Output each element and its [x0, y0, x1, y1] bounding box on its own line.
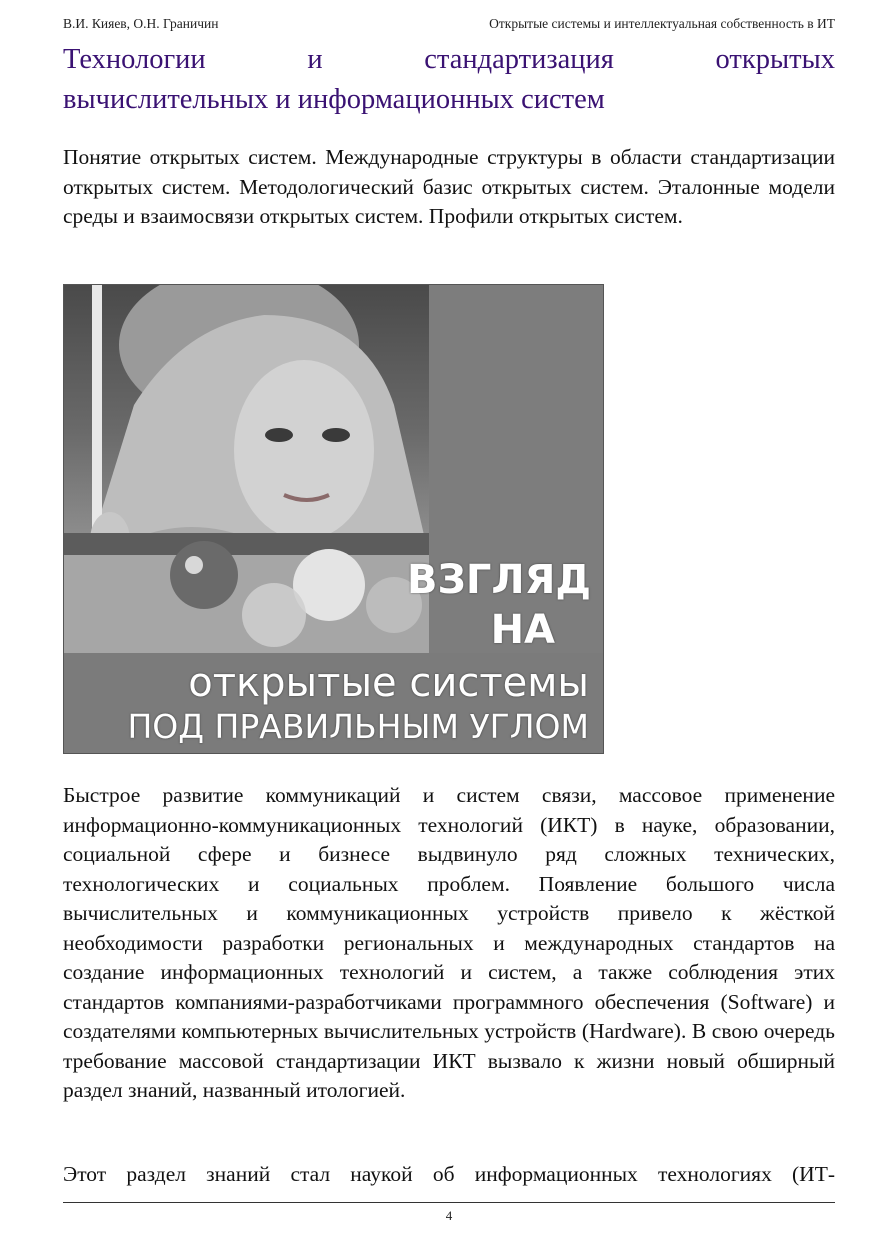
billiard-ball-blurred: [242, 583, 306, 647]
ball-highlight: [185, 556, 203, 574]
page-number: 4: [445, 1208, 453, 1223]
billiard-ball-dark: [170, 541, 238, 609]
body-paragraph-2: Этот раздел знаний стал наукой об информационных технологиях (ИТ-: [63, 1162, 835, 1186]
eye-right: [322, 428, 350, 442]
section-title: [63, 40, 835, 120]
figure-text-line4: ПОД ПРАВИЛЬНЫМ УГЛОМ: [127, 707, 589, 746]
section-title-line2: вычислительных и информационных систем: [63, 84, 605, 115]
table-rail: [64, 533, 429, 555]
face-shape: [234, 360, 374, 540]
section-title-line1: Технологии и стандартизация открытых: [63, 44, 835, 75]
eye-left: [265, 428, 293, 442]
body-paragraph-1: Быстрое развитие коммуникаций и систем связи, массовое применение информационно-коммуникационных технологий (ИКТ) в науке, образовании, социальной сфере и бизнесе выдвинуло ряд сложных технических, технологических и социальных проблем. Появление большого числа вычислительных и коммуникационных устройств привело к жёсткой необходимости разработки региональных и международных стандартов на создание информационных технологий и систем, а также соблюдения этих стандартов компаниями-разработчиками программного обеспечения (Software) и создателями компьютерных вычислительных устройств (Hardware). В свою очередь требование массовой стандартизации ИКТ вызвало к жизни новый обширный раздел знаний, названный итологией.: [63, 783, 835, 1102]
header-book-title: Открытые системы и интеллектуальная собственность в ИТ: [489, 16, 835, 31]
footer-divider: [63, 1202, 835, 1203]
illustration-figure: [63, 284, 604, 754]
running-header: [63, 16, 835, 36]
section-abstract: Понятие открытых систем. Международные структуры в области стандартизации открытых систем. Методологический базис открытых систем. Эталонные модели среды и взаимосвязи открытых систем. Профили открытых систем.: [63, 145, 835, 228]
figure-text-line2: НА: [490, 607, 555, 653]
figure-text-line3: открытые системы: [188, 660, 589, 706]
figure-text-line1: ВЗГЛЯД: [406, 557, 591, 603]
header-authors: В.И. Кияев, О.Н. Граничин: [63, 16, 219, 31]
